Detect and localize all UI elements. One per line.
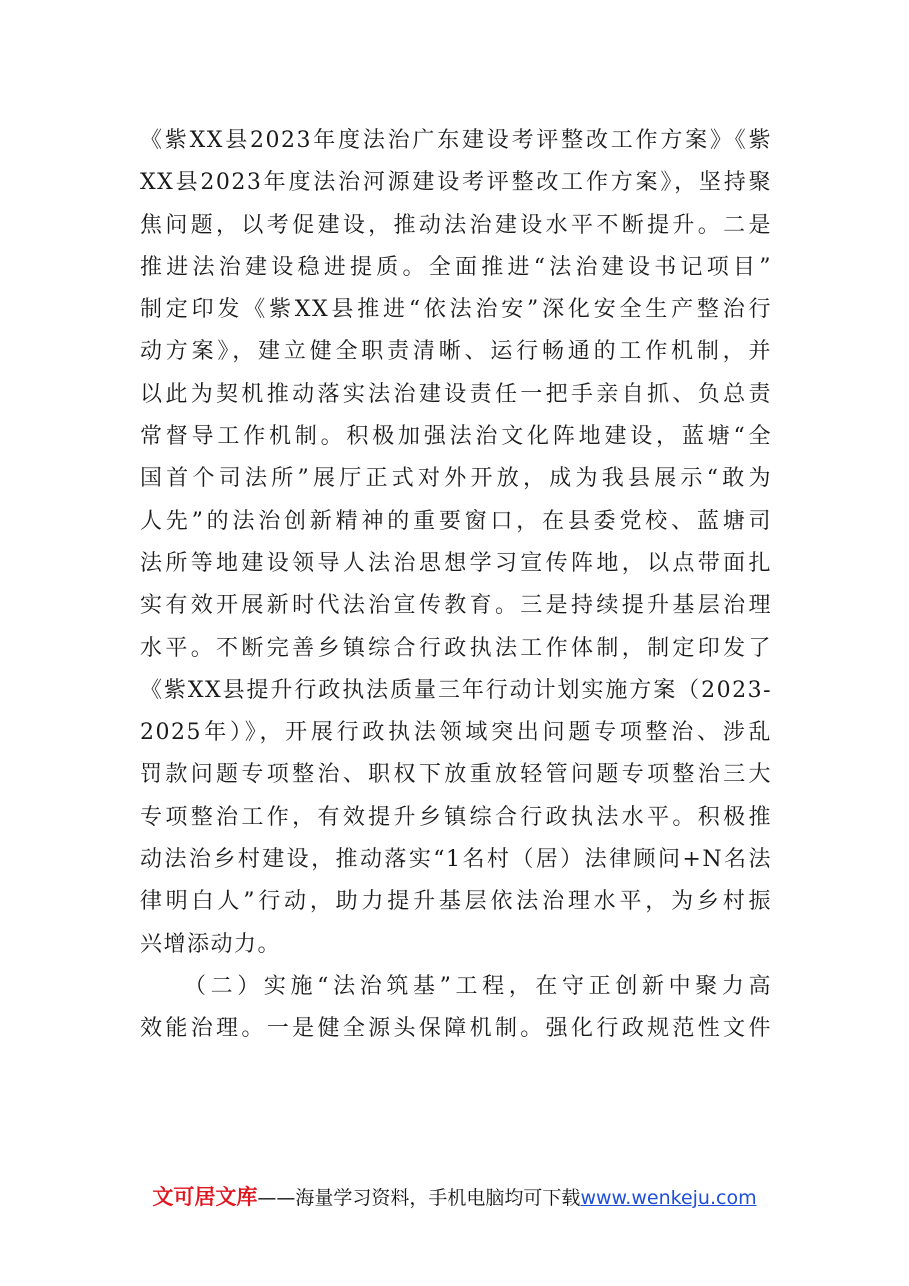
page-footer — [0, 1184, 909, 1211]
body-line: 罚款问题专项整治、职权下放重放轻管问题专项整治三大 — [140, 762, 772, 788]
footer-brand: 文可居文库 — [152, 1185, 258, 1209]
body-line: 实有效开展新时代法治宣传教育。三是持续提升基层治理 — [140, 593, 772, 619]
body-line: 国首个司法所”展厅正式对外开放，成为我县展示“敢为 — [140, 466, 772, 492]
section-heading-line: （二）实施“法治筑基”工程，在守正创新中聚力高 — [184, 973, 772, 999]
body-line: 2025年）》，开展行政执法领域突出问题专项整治、涉乱 — [140, 720, 772, 746]
body-line: 效能治理。一是健全源头保障机制。强化行政规范性文件 — [140, 1016, 772, 1042]
footer-slogan: ——海量学习资料，手机电脑均可下载 — [257, 1187, 581, 1209]
body-line: 律明白人”行动，助力提升基层依法治理水平，为乡村振 — [140, 889, 772, 915]
body-line: 制定印发《紫XX县推进“依法治安”深化安全生产整治行 — [140, 297, 772, 323]
body-line: XX县2023年度法治河源建设考评整改工作方案》，坚持聚 — [140, 170, 772, 196]
body-line: 《紫XX县2023年度法治广东建设考评整改工作方案》《紫 — [140, 128, 772, 153]
body-line: 《紫XX县提升行政执法质量三年行动计划实施方案（2023- — [140, 677, 772, 703]
body-line: 常督导工作机制。积极加强法治文化阵地建设，蓝塘“全 — [140, 424, 772, 450]
body-line: 动法治乡村建设，推动落实“1名村（居）法律顾问+N名法 — [140, 847, 772, 873]
document-body — [140, 120, 772, 1051]
body-line: 动方案》，建立健全职责清晰、运行畅通的工作机制，并 — [140, 339, 772, 365]
body-line: 人先”的法治创新精神的重要窗口，在县委党校、蓝塘司 — [140, 508, 772, 534]
body-line: 专项整治工作，有效提升乡镇综合行政执法水平。积极推 — [140, 804, 772, 830]
body-line: 兴增添动力。 — [140, 931, 282, 957]
body-line: 水平。不断完善乡镇综合行政执法工作体制，制定印发了 — [140, 635, 772, 661]
body-line: 焦问题，以考促建设，推动法治建设水平不断提升。二是 — [140, 212, 772, 238]
body-line: 推进法治建设稳进提质。全面推进“法治建设书记项目” — [140, 254, 772, 280]
body-line: 法所等地建设领导人法治思想学习宣传阵地，以点带面扎 — [140, 550, 772, 576]
footer-site-link[interactable]: www.wenkeju.com — [580, 1187, 757, 1209]
body-line: 以此为契机推动落实法治建设责任一把手亲自抓、负总责 — [140, 381, 772, 407]
